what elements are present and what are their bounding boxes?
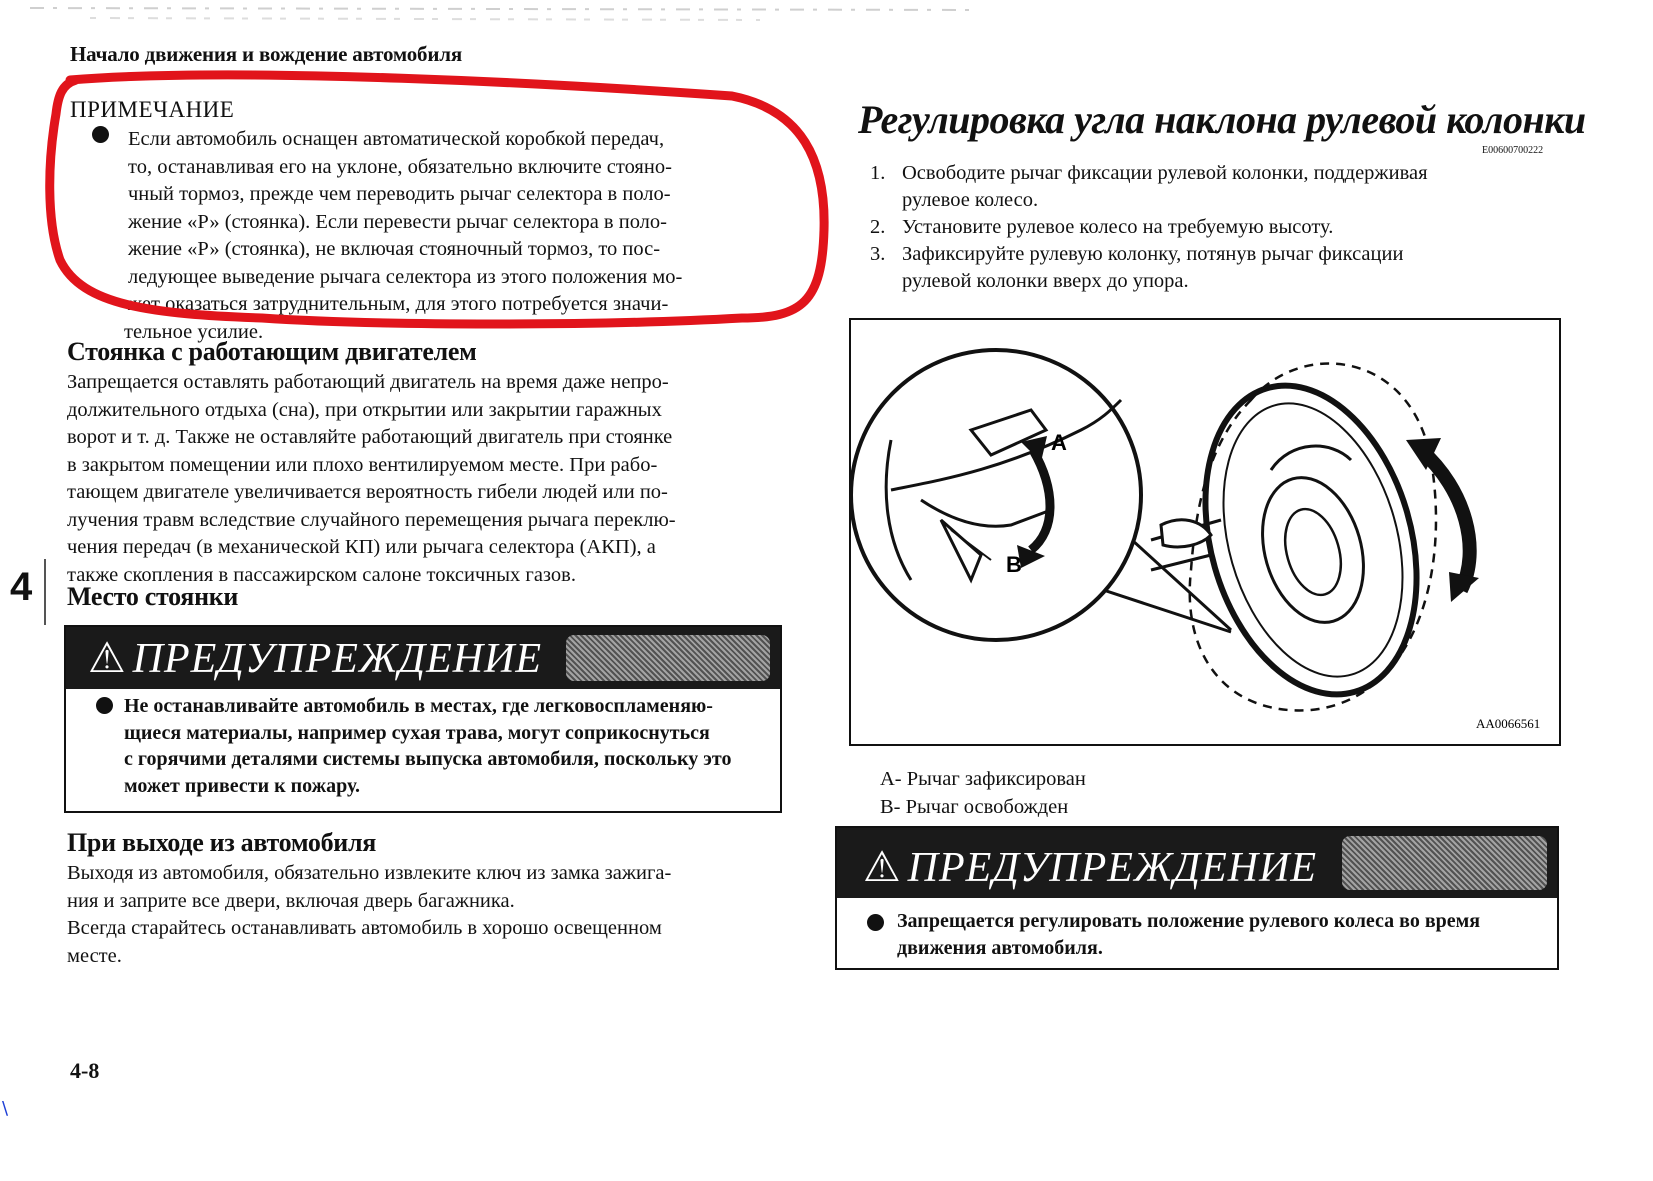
text-line: щиеся материалы, например сухая трава, могут соприкоснуться — [124, 721, 710, 744]
text-line: Запрещается регулировать положение рулевого колеса во время — [897, 910, 1481, 932]
text-line: Зафиксируйте рулевую колонку, потянув рычаг фиксации — [902, 243, 1404, 265]
bullet-icon — [867, 914, 884, 931]
text-line: Если автомобиль оснащен автоматической коробкой передач, — [128, 128, 665, 150]
text-line: с горячими деталями системы выпуска автомобиля, поскольку это — [124, 748, 732, 770]
step-text — [902, 241, 1403, 295]
figure-label-b: B — [1006, 552, 1022, 577]
warning-triangle-icon: ⚠ — [863, 842, 902, 891]
text-line: лучения травм вследствие случайного перемещения рычага переклю- — [67, 508, 676, 531]
section-title-leaving: При выходе из автомобиля — [67, 828, 377, 857]
step-number: 3. — [870, 243, 886, 265]
figure-label-a: A — [1051, 430, 1067, 455]
steering-figure — [849, 318, 1561, 746]
warning-box-right — [835, 826, 1559, 970]
warning-text-right — [897, 908, 1547, 961]
scan-speckle — [566, 635, 770, 681]
warning-title — [863, 842, 1317, 892]
figure-legend — [880, 765, 1086, 821]
step-text — [902, 160, 1428, 214]
text-line: также скопления в пассажирском салоне токсичных газов. — [67, 563, 576, 586]
section-title-steering-tilt: Регулировка угла наклона рулевой колонки — [858, 97, 1586, 142]
steering-wheel-hub — [1246, 466, 1379, 635]
chapter-tab-edge — [44, 559, 46, 625]
text-line: ледующее выведение рычага селектора из этого положения мо- — [128, 265, 683, 288]
warning-header — [837, 828, 1557, 898]
corner-mark: \ — [2, 1098, 9, 1119]
text-line: рулевой колонки вверх до упора. — [902, 270, 1189, 292]
text-line: Запрещается оставлять работающий двигатель на время даже непро- — [67, 371, 669, 393]
bullet-icon — [96, 697, 113, 714]
text-line: ния и заприте все двери, включая дверь багажника. — [67, 889, 515, 912]
steps-list — [870, 160, 1550, 295]
chapter-number: 4 — [10, 565, 33, 609]
legend-item: A- Рычаг зафиксирован — [880, 768, 1086, 790]
warning-box-left — [64, 625, 782, 813]
text-line: Всегда старайтесь останавливать автомобиль в хорошо освещенном — [67, 917, 662, 939]
step-item — [870, 214, 1550, 241]
text-line: в закрытом помещении или плохо вентилируемом месте. При рабо- — [67, 453, 658, 476]
note-title: ПРИМЕЧАНИЕ — [70, 97, 235, 122]
text-line: жение «Р» (стоянка). Если перевести рычаг селектора в поло- — [128, 210, 667, 233]
text-line: рулевое колесо. — [902, 189, 1039, 211]
red-highlight-outline — [42, 70, 842, 340]
text-line: Выходя из автомобиля, обязательно извлеките ключ из замка зажига- — [67, 862, 672, 884]
text-line: движения автомобиля. — [897, 936, 1103, 959]
scan-noise — [0, 0, 1653, 30]
text-line: чения передач (в механической КП) или рычага селектора (АКП), а — [67, 536, 656, 558]
tilt-arrow — [1421, 450, 1470, 590]
zoom-circle — [851, 350, 1141, 640]
step-number: 2. — [870, 216, 886, 238]
step-number: 1. — [870, 162, 886, 184]
text-line: чный тормоз, прежде чем переводить рычаг селектора в поло- — [128, 183, 671, 205]
warning-text-left — [124, 693, 774, 799]
step-item — [870, 160, 1550, 214]
text-line: то, останавливая его на уклоне, обязательно включите стояно- — [128, 155, 672, 178]
section-title-parking-place: Место стоянки — [67, 582, 239, 611]
text-line: месте. — [67, 944, 122, 967]
steering-wheel-spoke — [1271, 446, 1351, 470]
text-line: может привести к пожару. — [124, 774, 361, 797]
step-text: Установите рулевое колесо на требуемую высоту. — [902, 216, 1334, 238]
text-line: Не останавливайте автомобиль в местах, где легковоспламеняю- — [124, 695, 713, 717]
engine-running-text — [67, 369, 797, 589]
warning-title — [88, 633, 542, 683]
text-line: ворот и т. д. Также не оставляйте работающий двигатель при стоянке — [67, 426, 673, 448]
steering-illustration — [851, 320, 1559, 744]
text-line: Освободите рычаг фиксации рулевой колонки, поддерживая — [902, 162, 1428, 184]
leaving-text — [67, 860, 797, 970]
scan-speckle — [1342, 836, 1547, 890]
text-line: должительного отдыха (сна), при открытии или закрытии гаражных — [67, 398, 662, 421]
chapter-tab — [4, 553, 48, 631]
text-line: жение «Р» (стоянка), не включая стояночный тормоз, то пос- — [128, 238, 661, 260]
page-number: 4-8 — [70, 1058, 100, 1083]
warning-header — [66, 627, 780, 689]
warning-title-text: ПРЕДУПРЕЖДЕНИЕ — [907, 845, 1318, 891]
text-line: тельное усилие. — [124, 320, 264, 343]
figure-code: AA0066561 — [1476, 716, 1541, 731]
legend-item: B- Рычаг освобожден — [880, 796, 1069, 818]
warning-triangle-icon: ⚠ — [88, 633, 127, 682]
running-header: Начало движения и вождение автомобиля — [70, 42, 462, 66]
document-code: E00600700222 — [1482, 145, 1544, 156]
step-item — [870, 241, 1550, 295]
warning-title-text: ПРЕДУПРЕЖДЕНИЕ — [132, 636, 543, 682]
section-title-engine-running: Стоянка с работающим двигателем — [67, 337, 477, 366]
text-line: тающем двигателе увеличивается вероятность гибели людей или по- — [67, 481, 668, 503]
text-line: жет оказаться затруднительным, для этого потребуется значи- — [128, 293, 669, 315]
